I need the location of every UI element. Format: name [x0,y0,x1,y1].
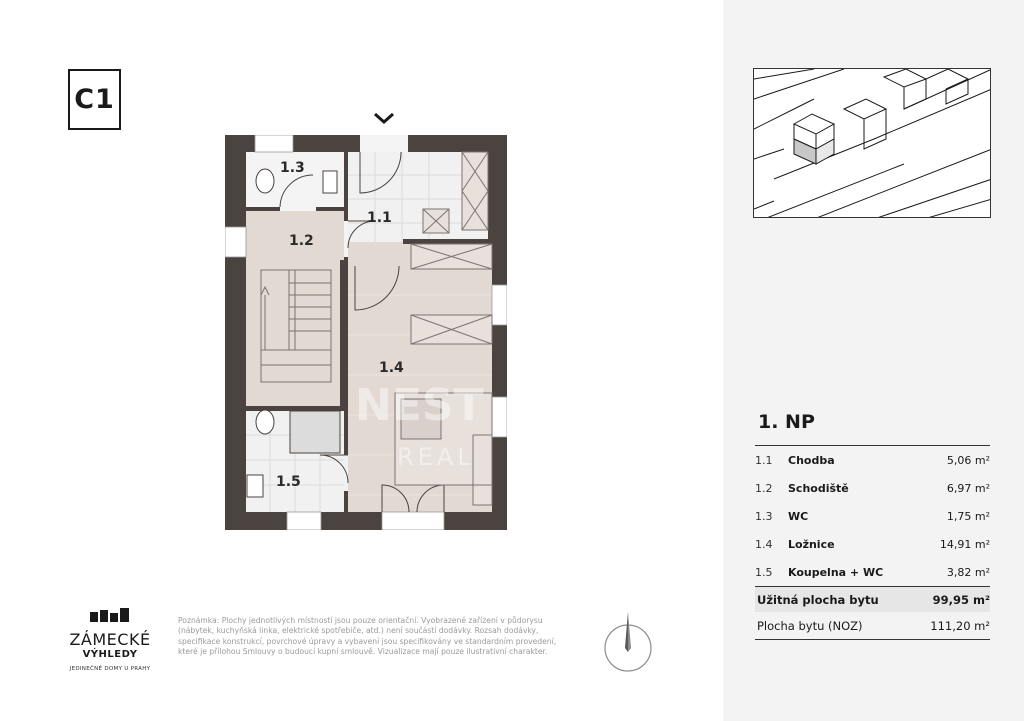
room-number: 1.5 [755,565,773,579]
logo-tagline: JEDINEČNÉ DOMY U PRAHY [69,666,151,672]
room-area: 1,75 m² [946,509,990,523]
noz-area-row [755,612,990,640]
room-area: 3,82 m² [946,565,990,579]
usable-area-value: 99,95 m² [932,592,990,607]
room-number: 1.4 [755,537,773,551]
room-area: 14,91 m² [939,537,990,551]
table-row [755,530,990,558]
disclaimer-note: Poznámka: Plochy jednotlivých místností jsou pouze orientační. Vyobrazené zařízení v půdorysu (nábytek, kuchyňská linka, elektrické spotřebiče, atd.) není součástí dodávky. Rozsah dodávky, specifikace konstrukcí, povrchové úpravy a vybavení jsou specifikovány ve standardním provedení, které je přílohou Smlouvy o budoucí kupní smlouvě. Vizualizace mají pouze ilustrativní charakter. [178,616,557,657]
room-label-1-4: 1.4 [379,360,404,376]
site-key-map [753,68,991,218]
room-label-1-5: 1.5 [276,474,301,490]
room-name: Schodiště [788,481,849,495]
logo-mark-icon [90,608,130,624]
usable-area-row [755,586,990,612]
brand-logo [60,608,160,678]
logo-line-2: VÝHLEDY [82,649,138,660]
room-number: 1.3 [755,509,773,523]
wall-stair-east [340,260,348,410]
watermark-line-2: REAL [397,443,475,471]
noz-area-label: Plocha bytu (NOZ) [757,618,863,633]
watermark-line-1: NEST [355,380,484,431]
table-row [755,446,990,474]
usable-area-label: Užitná plocha bytu [757,592,879,607]
wall-1-1-south [403,239,492,244]
logo-line-1: ZÁMECKÉ [69,630,151,649]
table-row [755,558,990,586]
room-name: Chodba [788,453,835,467]
room-area-table [755,445,990,640]
site-map-svg [754,69,991,218]
room-label-1-2: 1.2 [289,233,314,249]
room-area: 6,97 m² [946,481,990,495]
unit-code-badge: C1 [68,69,121,130]
room-name: Koupelna + WC [788,565,884,579]
floor-plan-svg [225,135,507,530]
entrance-arrow-icon [372,111,396,125]
room-number: 1.1 [755,453,773,467]
entrance-gap [360,135,408,152]
wall-1-5-north [246,406,344,411]
table-row [755,474,990,502]
room-label-1-1: 1.1 [367,210,392,226]
table-row [755,502,990,530]
floor-plan-drawing [225,135,507,530]
room-name: WC [788,509,809,523]
floor-title: 1. NP [758,411,815,433]
door-gap-1-2 [344,221,348,257]
door-gap-1-4 [355,262,403,266]
north-compass-icon [603,612,653,672]
room-label-1-3: 1.3 [280,160,305,176]
room-number: 1.2 [755,481,773,495]
noz-area-value: 111,20 m² [930,618,990,633]
wall-1-1-east [488,152,492,242]
room-name: Ložnice [788,537,835,551]
door-gap-1-3 [280,207,316,211]
room-area: 5,06 m² [946,453,990,467]
